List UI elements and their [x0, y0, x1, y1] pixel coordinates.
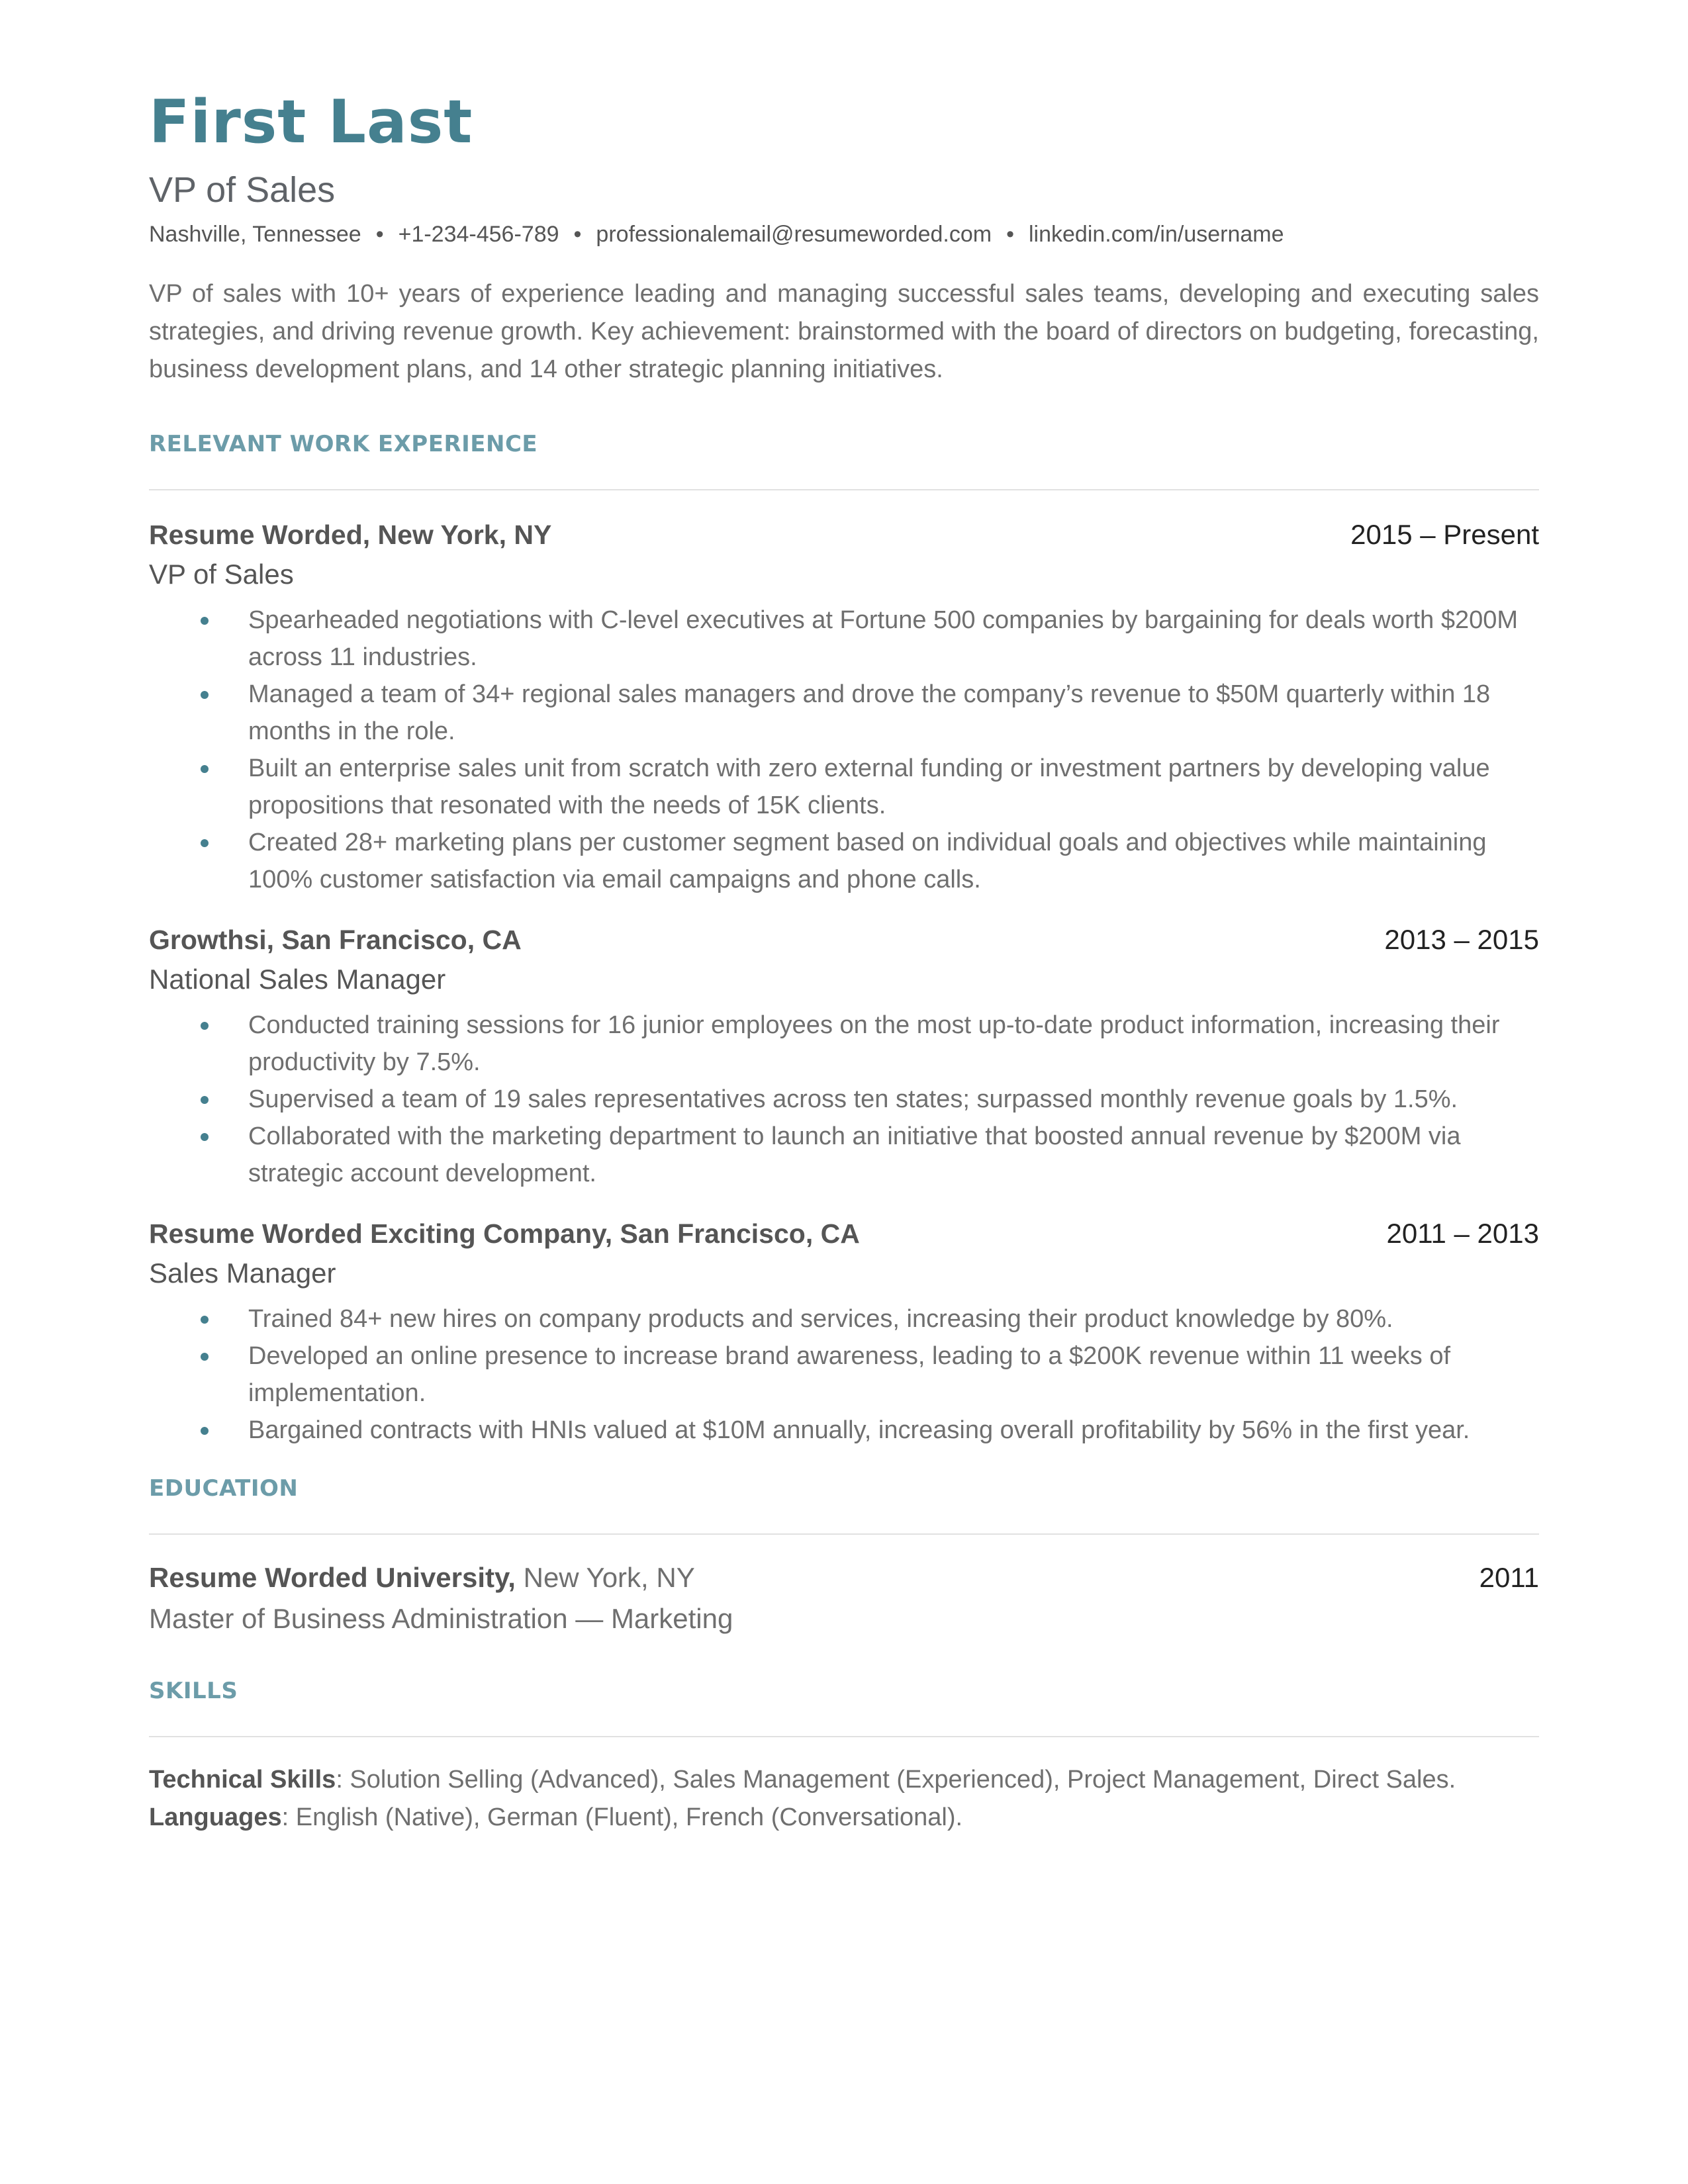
bullet-item	[149, 824, 1539, 898]
technical-skills-label: Technical Skills	[149, 1766, 336, 1794]
job-dates: 2013 – 2015	[1384, 924, 1539, 955]
section-divider	[149, 1533, 1539, 1535]
job-header	[149, 921, 1539, 959]
bullet-item	[149, 1338, 1539, 1412]
bullet-text: Trained 84+ new hires on company products and services, increasing their product knowledge by 80%.	[248, 1305, 1393, 1333]
bullet-dot-icon	[201, 1022, 209, 1030]
education-year: 2011	[1479, 1562, 1539, 1593]
job-entry	[149, 921, 1539, 1192]
bullet-dot-icon	[201, 1427, 209, 1435]
education-school-line	[149, 1557, 695, 1598]
contact-email[interactable]: professionalemail@resumeworded.com	[596, 222, 992, 247]
job-company: Resume Worded Exciting Company, San Francisco, CA	[149, 1218, 860, 1249]
bullet-item	[149, 750, 1539, 824]
languages-line	[149, 1799, 1539, 1837]
bullet-item	[149, 1118, 1539, 1192]
summary-paragraph: VP of sales with 10+ years of experience leading and managing successful sales teams, developing and executing sales strategies, and driving revenue growth. Key achievement: brainstormed with the board of directors on budgeting, forecasting, business development plans, and 14 other strategic planning initiatives.	[149, 280, 1539, 383]
contact-location: Nashville, Tennessee	[149, 222, 361, 247]
education-entry	[149, 1557, 1539, 1639]
job-header	[149, 1214, 1539, 1253]
bullet-text: Created 28+ marketing plans per customer segment based on individual goals and objectives while maintaining 100% customer satisfaction via email campaigns and phone calls.	[248, 829, 1487, 893]
job-role: Sales Manager	[149, 1257, 336, 1289]
bullet-text: Developed an online presence to increase brand awareness, leading to a $200K revenue within 11 weeks of implementation.	[248, 1342, 1451, 1407]
contact-phone[interactable]: +1-234-456-789	[398, 222, 559, 247]
job-dates: 2011 – 2013	[1386, 1218, 1539, 1249]
bullet-dot-icon	[201, 1096, 209, 1104]
job-header	[149, 516, 1539, 554]
job-role: National Sales Manager	[149, 964, 446, 995]
bullet-text: Supervised a team of 19 sales representatives across ten states; surpassed monthly revenue goals by 1.5%.	[248, 1085, 1458, 1113]
job-entry	[149, 1214, 1539, 1449]
job-role: VP of Sales	[149, 559, 294, 590]
education-degree: Master of Business Administration — Marketing	[149, 1603, 733, 1634]
bullet-item	[149, 1300, 1539, 1338]
bullet-text: Spearheaded negotiations with C-level executives at Fortune 500 companies by bargaining for deals worth $200M across 11 industries.	[248, 606, 1519, 671]
job-bullets	[149, 1300, 1539, 1449]
bullet-text: Built an enterprise sales unit from scratch with zero external funding or investment partners by developing value propositions that resonated with the needs of 15K clients.	[248, 754, 1490, 819]
education-location: New York, NY	[523, 1562, 695, 1593]
bullet-dot-icon	[201, 1353, 209, 1361]
contact-line	[149, 220, 1539, 249]
experience-heading: RELEVANT WORK EXPERIENCE	[149, 431, 538, 457]
job-dates: 2015 – Present	[1350, 519, 1539, 550]
contact-separator: •	[573, 222, 582, 247]
contact-separator: •	[375, 222, 384, 247]
job-company: Resume Worded, New York, NY	[149, 520, 552, 550]
contact-linkedin[interactable]: linkedin.com/in/username	[1028, 222, 1284, 247]
bullet-dot-icon	[201, 1316, 209, 1324]
bullet-dot-icon	[201, 765, 209, 773]
skills-heading: SKILLS	[149, 1678, 238, 1704]
job-title: VP of Sales	[149, 170, 336, 210]
bullet-item	[149, 1081, 1539, 1118]
bullet-text: Conducted training sessions for 16 junior employees on the most up-to-date product information, increasing their productivity by 7.5%.	[248, 1011, 1500, 1076]
languages-label: Languages	[149, 1803, 282, 1831]
section-divider	[149, 1736, 1539, 1737]
candidate-name: First Last	[149, 87, 473, 157]
job-entry	[149, 516, 1539, 898]
bullet-item	[149, 676, 1539, 750]
technical-skills-line	[149, 1761, 1539, 1799]
education-heading: EDUCATION	[149, 1475, 299, 1502]
bullet-item	[149, 1007, 1539, 1081]
bullet-text: Bargained contracts with HNIs valued at $10M annually, increasing overall profitability by 56% in the first year.	[248, 1416, 1470, 1444]
bullet-text: Managed a team of 34+ regional sales managers and drove the company’s revenue to $50M quarterly within 18 months in the role.	[248, 680, 1491, 745]
education-header	[149, 1557, 1539, 1598]
job-bullets	[149, 602, 1539, 898]
bullet-dot-icon	[201, 839, 209, 847]
job-company: Growthsi, San Francisco, CA	[149, 925, 522, 955]
bullet-item	[149, 602, 1539, 676]
bullet-dot-icon	[201, 691, 209, 699]
section-divider	[149, 489, 1539, 490]
bullet-dot-icon	[201, 617, 209, 625]
technical-skills-value: : Solution Selling (Advanced), Sales Management (Experienced), Project Management, Direct Sales.	[336, 1766, 1456, 1794]
languages-value: : English (Native), German (Fluent), French (Conversational).	[281, 1803, 963, 1831]
resume-page	[149, 86, 1539, 1837]
skills-block	[149, 1761, 1539, 1837]
bullet-dot-icon	[201, 1133, 209, 1141]
education-school: Resume Worded University,	[149, 1562, 516, 1593]
bullet-text: Collaborated with the marketing department to launch an initiative that boosted annual revenue by $200M via strategic account development.	[248, 1122, 1461, 1187]
contact-separator: •	[1006, 222, 1014, 247]
bullet-item	[149, 1412, 1539, 1449]
job-bullets	[149, 1007, 1539, 1192]
